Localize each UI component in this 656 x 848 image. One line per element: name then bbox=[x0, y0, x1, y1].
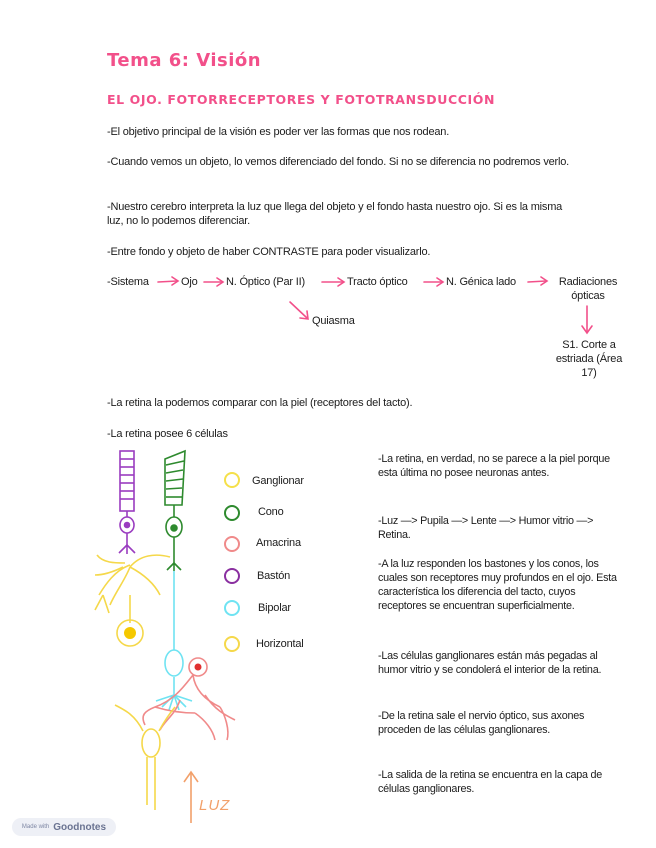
luz-arrow bbox=[184, 772, 198, 823]
flow-radiaciones: Radiaciones ópticas bbox=[558, 276, 618, 302]
paragraph-retina-celulas: -La retina posee 6 células bbox=[107, 428, 228, 440]
arrow-genica-radiaciones bbox=[528, 277, 547, 285]
arrow-radiaciones-corteza bbox=[582, 306, 592, 333]
amacrine-cell bbox=[143, 658, 235, 740]
flow-nervio-optico: N. Óptico (Par II) bbox=[226, 276, 305, 288]
note-piel: -La retina, en verdad, no se parece a la piel porque esta última no posee neuronas antes. bbox=[378, 453, 610, 479]
legend-horizontal-icon bbox=[224, 636, 240, 652]
paragraph-cerebro: -Nuestro cerebro interpreta la luz que llega del objeto y el fondo hasta nuestro ojo. Si es la misma luz, no lo podemos diferenciar. bbox=[107, 201, 563, 227]
flow-genica: N. Génica lado bbox=[446, 276, 516, 288]
flow-sistema: -Sistema bbox=[107, 276, 149, 288]
arrow-tracto-genica bbox=[424, 278, 443, 286]
legend-bipolar-icon bbox=[224, 600, 240, 616]
note-luz-recorrido: -Luz —> Pupila —> Lente —> Humor vitrio —> Retina. bbox=[378, 515, 594, 541]
goodnotes-badge bbox=[12, 818, 116, 836]
ganglion-cell bbox=[117, 620, 143, 646]
horizontal-cell bbox=[95, 555, 170, 623]
legend-ganglionar-icon bbox=[224, 472, 240, 488]
bipolar-cell bbox=[156, 571, 192, 710]
paragraph-retina-piel: -La retina la podemos comparar con la piel (receptores del tacto). bbox=[107, 397, 413, 409]
arrow-nervio-quiasma bbox=[290, 302, 308, 319]
paragraph-fondo: -Cuando vemos un objeto, lo vemos diferenciado del fondo. Si no se diferencia no podremos verlo. bbox=[107, 156, 570, 168]
arrow-ojo-nervio bbox=[204, 278, 223, 286]
legend-baston-label: Bastón bbox=[257, 570, 291, 582]
flow-ojo: Ojo bbox=[181, 276, 198, 288]
note-nervio-optico: -De la retina sale el nervio óptico, sus axones proceden de las células ganglionares. bbox=[378, 710, 585, 736]
legend-ganglionar-label: Ganglionar bbox=[252, 475, 304, 487]
legend-bipolar-label: Bipolar bbox=[258, 602, 291, 614]
legend-horizontal-label: Horizontal bbox=[256, 638, 304, 650]
paragraph-contraste: -Entre fondo y objeto de haber CONTRASTE para poder visualizarlo. bbox=[107, 246, 431, 258]
legend-cono-icon bbox=[224, 505, 240, 521]
cone-cell bbox=[165, 451, 185, 571]
legend-amacrina-label: Amacrina bbox=[256, 537, 301, 549]
arrow-sistema-ojo bbox=[158, 277, 178, 285]
flow-tracto-optico: Tracto óptico bbox=[347, 276, 408, 288]
legend-amacrina-icon bbox=[224, 536, 240, 552]
arrow-nervio-tracto bbox=[322, 278, 344, 286]
badge-small-text: Made with bbox=[21, 824, 50, 830]
legend-cono-label: Cono bbox=[258, 506, 284, 518]
luz-label: LUZ bbox=[199, 797, 231, 814]
note-bastones-conos: -A la luz responden los bastones y los conos, los cuales son receptores muy profundos en el ojo. Esta característica los diferencia del tacto, cuyos receptores se encuentran superficialmente. bbox=[378, 558, 617, 612]
note-salida-retina: -La salida de la retina se encuentra en la capa de células ganglionares. bbox=[378, 769, 602, 795]
section-subtitle: EL OJO. FOTORRECEPTORES Y FOTOTRANSDUCCIÓN bbox=[107, 92, 496, 107]
paragraph-objetivo: -El objetivo principal de la visión es poder ver las formas que nos rodean. bbox=[107, 126, 450, 138]
flow-quiasma: Quiasma bbox=[312, 315, 355, 327]
legend-baston-icon bbox=[224, 568, 240, 584]
note-ganglionares: -Las células ganglionares están más pegadas al humor vitrio y se condolerá el interior de la retina. bbox=[378, 650, 602, 676]
badge-brand-text: Goodnotes bbox=[53, 821, 107, 833]
rod-cell bbox=[119, 451, 135, 554]
flow-corteza: S1. Corte a estriada (Área 17) bbox=[555, 339, 623, 379]
page-title: Tema 6: Visión bbox=[107, 50, 262, 71]
